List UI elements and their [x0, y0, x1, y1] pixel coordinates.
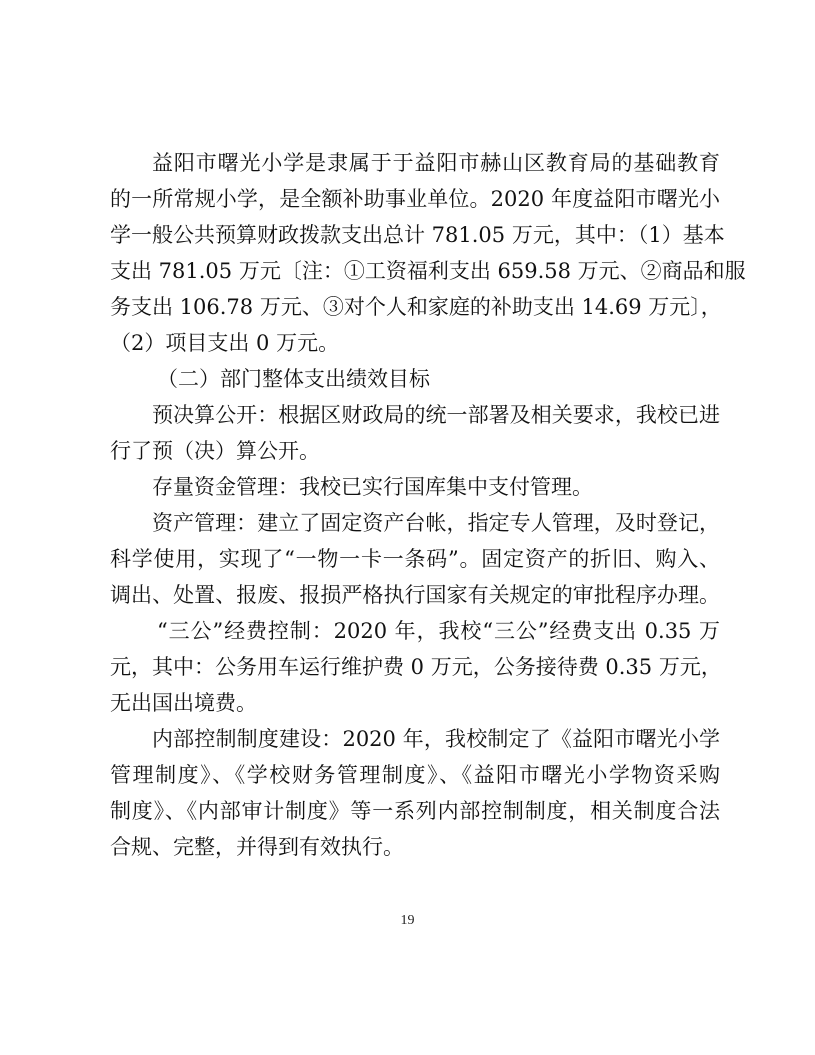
paragraph-line: 制度》、《内部审计制度》等一系列内部控制制度，相关制度合法	[110, 799, 720, 823]
paragraph-line: 务支出 106.78 万元、③对个人和家庭的补助支出 14.69 万元〕，	[110, 295, 722, 319]
paragraph-line: 元，其中：公务用车运行维护费 0 万元，公务接待费 0.35 万元，	[110, 655, 722, 679]
paragraph-line: 合规、完整，并得到有效执行。	[110, 835, 404, 859]
paragraph-line: （2）项目支出 0 万元。	[110, 331, 340, 355]
paragraph-line: 支出 781.05 万元〔注：①工资福利支出 659.58 万元、②商品和服	[110, 259, 746, 283]
paragraph-line: 内部控制制度建设：2020 年，我校制定了《益阳市曙光小学	[152, 727, 720, 751]
paragraph-line: 存量资金管理：我校已实行国库集中支付管理。	[152, 475, 593, 499]
paragraph-line: 的一所常规小学，是全额补助事业单位。2020 年度益阳市曙光小	[110, 187, 720, 211]
paragraph-line: 调出、处置、报废、报损严格执行国家有关规定的审批程序办理。	[110, 583, 720, 607]
paragraph-line: 益阳市曙光小学是隶属于于益阳市赫山区教育局的基础教育	[152, 151, 720, 175]
paragraph-line: 学一般公共预算财政拨款支出总计 781.05 万元，其中：（1）基本	[110, 223, 725, 247]
paragraph-line: 资产管理：建立了固定资产台帐，指定专人管理，及时登记，	[152, 511, 720, 535]
section-heading: （二）部门整体支出绩效目标	[157, 367, 430, 391]
paragraph-line: 行了预（决）算公开。	[110, 439, 320, 463]
paragraph-line: 预决算公开：根据区财政局的统一部署及相关要求，我校已进	[152, 403, 720, 427]
paragraph-line: 科学使用，实现了“一物一卡一条码”。固定资产的折旧、购入、	[110, 547, 720, 571]
paragraph-line: 无出国出境费。	[110, 691, 257, 715]
paragraph-line: “三公”经费控制：2020 年，我校“三公”经费支出 0.35 万	[157, 619, 720, 643]
paragraph-line: 管理制度》、《学校财务管理制度》、《益阳市曙光小学物资采购	[110, 763, 720, 787]
page-number: 19	[400, 913, 415, 928]
